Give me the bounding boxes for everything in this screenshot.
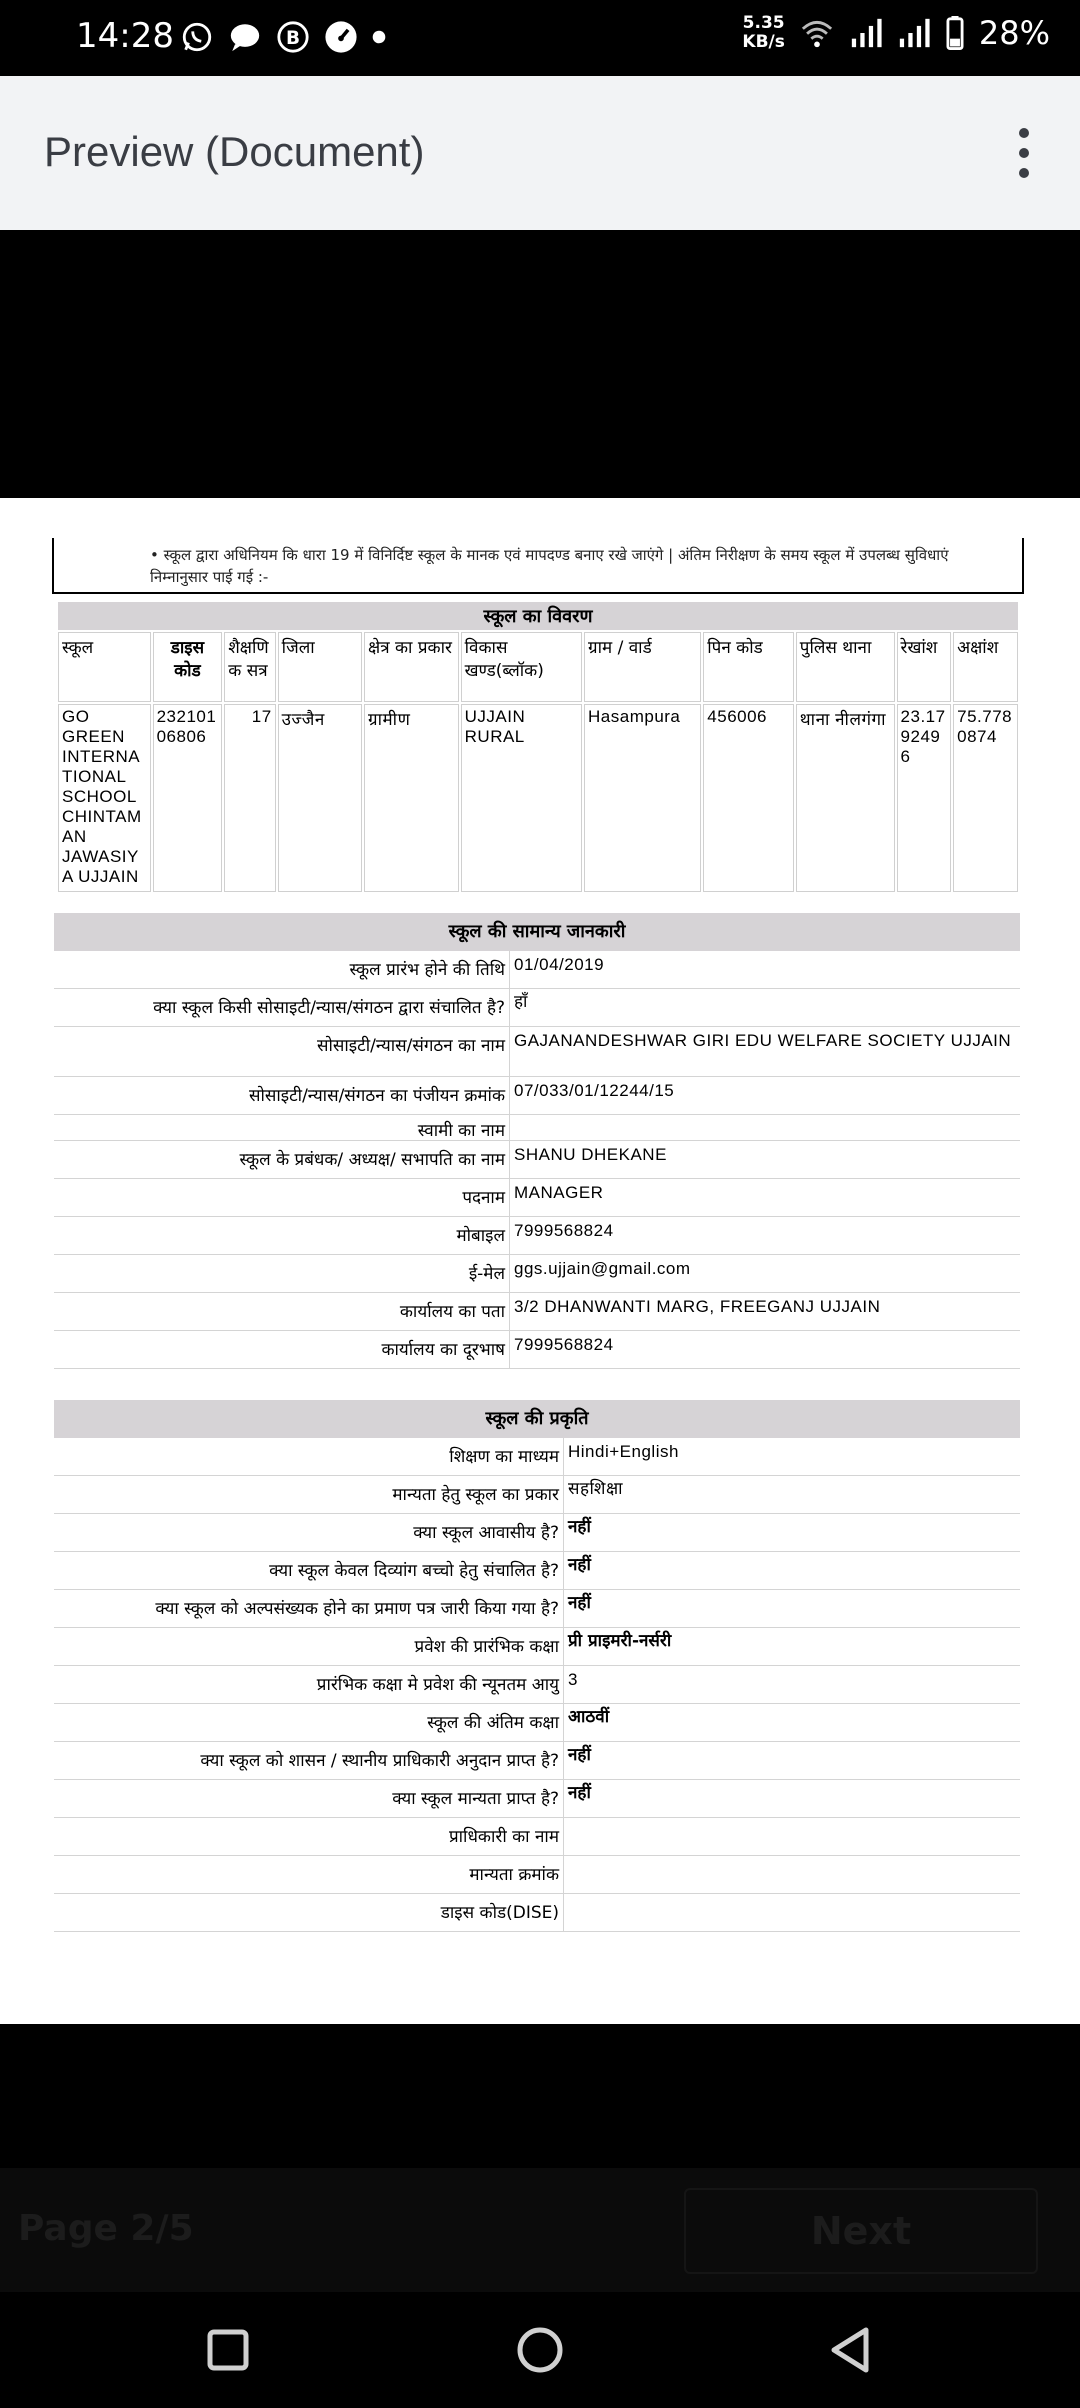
table-row — [54, 1780, 1020, 1818]
table-row — [54, 1666, 1020, 1704]
row-value: हाँ — [514, 992, 528, 1012]
row-label: क्या स्कूल आवासीय है? — [54, 1514, 564, 1551]
battery-percent: 28% — [978, 14, 1050, 52]
row-label: क्या स्कूल को शासन / स्थानीय प्राधिकारी अनुदान प्राप्त है? — [54, 1742, 564, 1779]
wifi-icon — [799, 16, 835, 50]
status-bar — [0, 0, 1080, 76]
svg-text:B: B — [285, 28, 301, 50]
cell-dise-code: 232101 06806 — [153, 704, 223, 892]
table-row — [54, 1331, 1020, 1369]
col-header: पुलिस थाना — [796, 632, 895, 702]
row-label: सोसाइटी/न्यास/संगठन का पंजीयन क्रमांक — [54, 1077, 510, 1114]
col-header: स्कूल — [58, 632, 151, 702]
row-label: डाइस कोड(DISE) — [54, 1894, 564, 1931]
table-row — [54, 1742, 1020, 1780]
signal-icon-1 — [849, 16, 883, 50]
col-header: पिन कोड — [703, 632, 794, 702]
cell-school-name: GO GREEN INTERNA TIONAL SCHOOL CHINTAM AN JAWASIY A UJJAIN — [58, 704, 151, 892]
home-icon[interactable] — [508, 2318, 572, 2382]
general-info-heading: स्कूल की सामान्य जानकारी — [54, 913, 1020, 951]
page-indicator: Page 2/5 — [18, 2208, 194, 2249]
table-row — [54, 1255, 1020, 1293]
table-row — [54, 1894, 1020, 1932]
table-row — [54, 1438, 1020, 1476]
col-header: विकास खण्ड(ब्लॉक) — [461, 632, 582, 702]
row-label: स्कूल के प्रबंधक/ अध्यक्ष/ सभापति का नाम — [54, 1141, 510, 1178]
table-row — [54, 1818, 1020, 1856]
row-label: मान्यता हेतु स्कूल का प्रकार — [54, 1476, 564, 1513]
more-vert-icon[interactable] — [1014, 128, 1034, 178]
table-row — [54, 1856, 1020, 1894]
table-row — [54, 1217, 1020, 1255]
col-header: डाइस कोड — [153, 632, 223, 702]
cell-latitude: 75.778 0874 — [953, 704, 1018, 892]
row-value: प्री प्राइमरी-नर्सरी — [568, 1631, 672, 1651]
table-row — [54, 951, 1020, 989]
col-header: रेखांश — [897, 632, 952, 702]
notification-icons — [180, 20, 386, 54]
back-icon[interactable] — [820, 2318, 884, 2382]
row-label: क्या स्कूल केवल दिव्यांग बच्चो हेतु संचालित है? — [54, 1552, 564, 1589]
row-label: मान्यता क्रमांक — [54, 1856, 564, 1893]
cell-village: Hasampura — [584, 704, 701, 892]
row-label: पदनाम — [54, 1179, 510, 1216]
table-row — [54, 1077, 1020, 1115]
next-button[interactable]: Next — [684, 2188, 1038, 2274]
cell-longitude: 23.17 9249 6 — [897, 704, 952, 892]
row-value — [564, 1818, 1020, 1855]
school-nature-section — [54, 1400, 1020, 1932]
school-details-table — [56, 600, 1020, 894]
page-title: Preview (Document) — [44, 128, 425, 175]
table-row — [54, 1476, 1020, 1514]
table-row — [54, 1293, 1020, 1331]
row-value: SHANU DHEKANE — [514, 1145, 667, 1164]
row-value: 7999568824 — [514, 1335, 614, 1354]
row-label: स्कूल की अंतिम कक्षा — [54, 1704, 564, 1741]
cell-district: उज्जैन — [278, 704, 362, 892]
row-value: Hindi+English — [568, 1442, 679, 1461]
cell-pincode: 456006 — [703, 704, 794, 892]
dot-icon — [372, 20, 386, 54]
row-value: नहीं — [568, 1745, 591, 1765]
row-value: नहीं — [568, 1593, 591, 1613]
col-header: अक्षांश — [953, 632, 1018, 702]
row-label: क्या स्कूल मान्यता प्राप्त है? — [54, 1780, 564, 1817]
row-label: प्रवेश की प्रारंभिक कक्षा — [54, 1628, 564, 1665]
cell-police-station: थाना नीलगंगा — [796, 704, 895, 892]
row-label: प्राधिकारी का नाम — [54, 1818, 564, 1855]
row-label: कार्यालय का पता — [54, 1293, 510, 1330]
row-label: कार्यालय का दूरभाष — [54, 1331, 510, 1368]
cell-area-type: ग्रामीण — [364, 704, 459, 892]
status-time: 14:28 — [76, 16, 174, 56]
table-row — [54, 1514, 1020, 1552]
cell-block: UJJAIN RURAL — [461, 704, 582, 892]
preview-bottom-margin — [0, 2024, 1080, 2168]
row-label: स्वामी का नाम — [54, 1115, 510, 1140]
row-value — [564, 1894, 1020, 1931]
b-app-icon — [276, 20, 310, 54]
recent-apps-icon[interactable] — [196, 2318, 260, 2382]
pager-bar — [0, 2168, 1080, 2292]
row-value — [510, 1115, 1020, 1140]
table-row — [54, 1179, 1020, 1217]
col-header: क्षेत्र का प्रकार — [364, 632, 459, 702]
network-speed: 5.35 KB/s — [742, 13, 785, 52]
whatsapp-icon — [180, 20, 214, 54]
row-value: ggs.ujjain@gmail.com — [514, 1259, 691, 1278]
row-value: नहीं — [568, 1517, 591, 1537]
table-row — [54, 989, 1020, 1027]
row-value: MANAGER — [514, 1183, 604, 1202]
signal-icon-2 — [897, 16, 931, 50]
table-row — [54, 1115, 1020, 1141]
cell-session: 17 — [224, 704, 275, 892]
row-value: नहीं — [568, 1783, 591, 1803]
row-value: GAJANANDESHWAR GIRI EDU WELFARE SOCIETY UJJAIN — [514, 1031, 1012, 1050]
row-value: 07/033/01/12244/15 — [514, 1081, 675, 1100]
col-header: ग्राम / वार्ड — [584, 632, 701, 702]
general-info-section — [54, 913, 1020, 1369]
row-label: स्कूल प्रारंभ होने की तिथि — [54, 951, 510, 988]
row-value: नहीं — [568, 1555, 591, 1575]
row-value: 01/04/2019 — [514, 955, 605, 974]
table-row — [54, 1552, 1020, 1590]
speedometer-icon — [324, 20, 358, 54]
table-row — [54, 1141, 1020, 1179]
row-value — [564, 1856, 1020, 1893]
school-nature-heading: स्कूल की प्रकृति — [54, 1400, 1020, 1438]
app-bar — [0, 76, 1080, 230]
col-header: जिला — [278, 632, 362, 702]
row-label: सोसाइटी/न्यास/संगठन का नाम — [54, 1027, 510, 1076]
row-label: क्या स्कूल किसी सोसाइटी/न्यास/संगठन द्वारा संचालित है? — [54, 989, 510, 1026]
row-value: आठवीं — [568, 1707, 610, 1727]
row-value: 3/2 DHANWANTI MARG, FREEGANJ UJJAIN — [514, 1297, 881, 1316]
battery-icon — [945, 16, 965, 50]
row-label: क्या स्कूल को अल्पसंख्यक होने का प्रमाण पत्र जारी किया गया है? — [54, 1590, 564, 1627]
row-label: ई-मेल — [54, 1255, 510, 1292]
document-page — [0, 498, 1080, 2024]
system-nav-bar — [0, 2292, 1080, 2408]
row-value: सहशिक्षा — [568, 1479, 624, 1499]
row-value: 3 — [568, 1670, 578, 1689]
preview-top-margin — [0, 230, 1080, 498]
col-header: शैक्षणि क सत्र — [224, 632, 275, 702]
school-details-heading: स्कूल का विवरण — [58, 602, 1018, 630]
table-row — [54, 1590, 1020, 1628]
note-text: • स्कूल द्वारा अधिनियम कि धारा 19 में विनिर्दिष्ट स्कूल के मानक एवं मापदण्ड बनाए रखे जाएंगे | अंतिम निरीक्षण के समय स्कूल में उपलब्ध सुविधाएं निम्नानुसार पाई गई :- — [150, 546, 949, 586]
row-label: मोबाइल — [54, 1217, 510, 1254]
table-row — [54, 1628, 1020, 1666]
row-label: प्रारंभिक कक्षा मे प्रवेश की न्यूनतम आयु — [54, 1666, 564, 1703]
row-value: 7999568824 — [514, 1221, 614, 1240]
row-label: शिक्षण का माध्यम — [54, 1438, 564, 1475]
message-icon — [228, 20, 262, 54]
table-row — [54, 1704, 1020, 1742]
table-row — [54, 1027, 1020, 1077]
